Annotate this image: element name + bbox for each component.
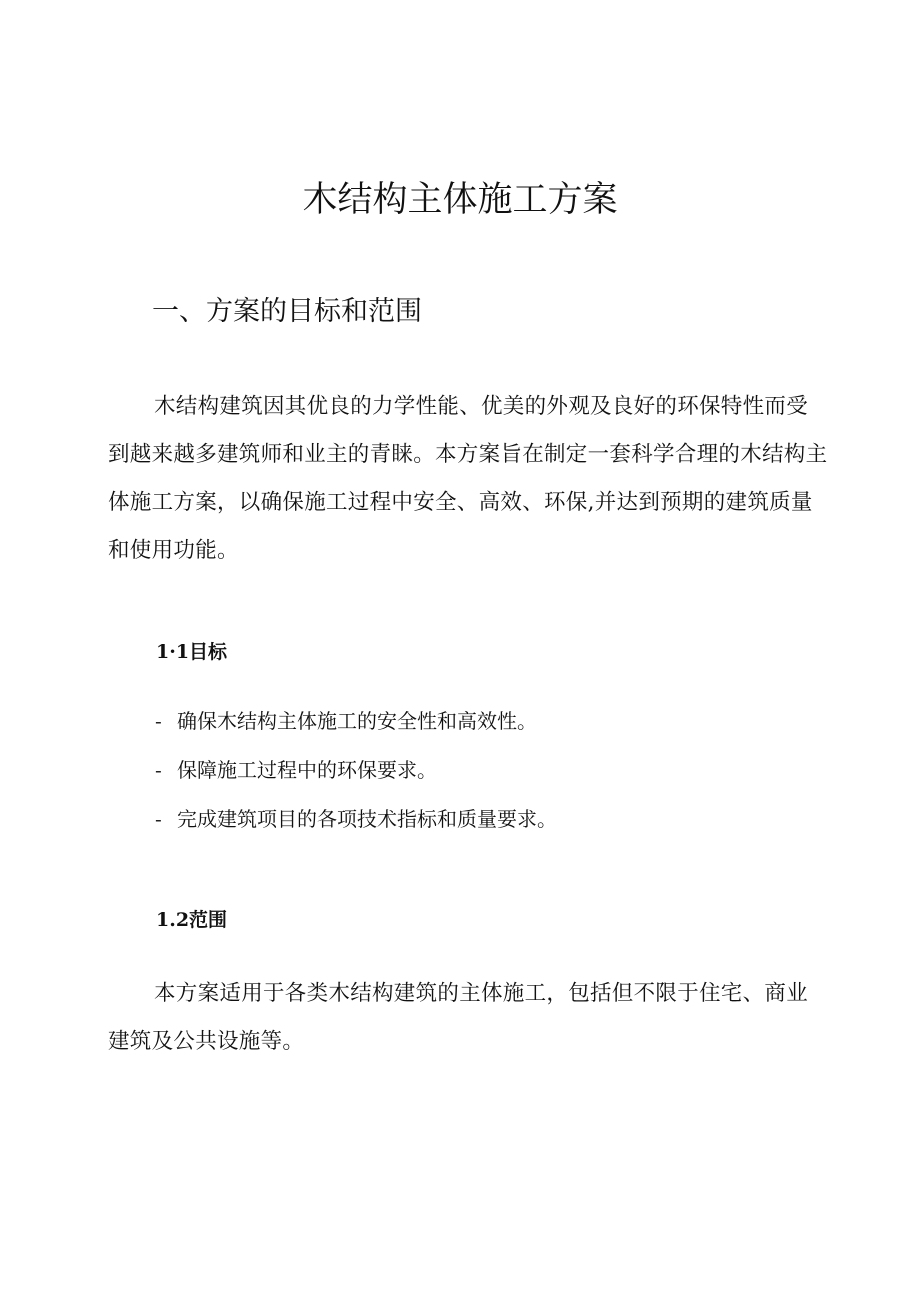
list-dash: - — [155, 709, 162, 733]
goals-heading: 1·1目标 — [156, 641, 228, 663]
list-item-text: 完成建筑项目的各项技术指标和质量要求。 — [177, 807, 557, 831]
intro-paragraph: 木结构建筑因其优良的力学性能、优美的外观及良好的环保特性而受到越来越多建筑师和业主的青睐。本方案旨在制定一套科学合理的木结构主体施工方案，以确保施工过程中安全、高效、环保,并达到预期的建筑质量和使用功能。 — [108, 394, 828, 563]
list-dash: - — [155, 807, 162, 831]
list-item — [155, 795, 557, 844]
list-item — [155, 746, 557, 795]
document-title: 木结构主体施工方案 — [302, 180, 618, 220]
list-item-text: 保障施工过程中的环保要求。 — [177, 758, 437, 782]
section-heading: 一、方案的目标和范围 — [152, 296, 422, 327]
scope-heading: 1.2范围 — [156, 909, 228, 931]
list-item-text: 确保木结构主体施工的安全性和高效性。 — [177, 709, 537, 733]
list-item — [155, 697, 557, 746]
list-dash: - — [155, 758, 162, 782]
scope-paragraph: 本方案适用于各类木结构建筑的主体施工，包括但不限于住宅、商业建筑及公共设施等。 — [108, 981, 809, 1054]
goals-list — [155, 697, 557, 844]
